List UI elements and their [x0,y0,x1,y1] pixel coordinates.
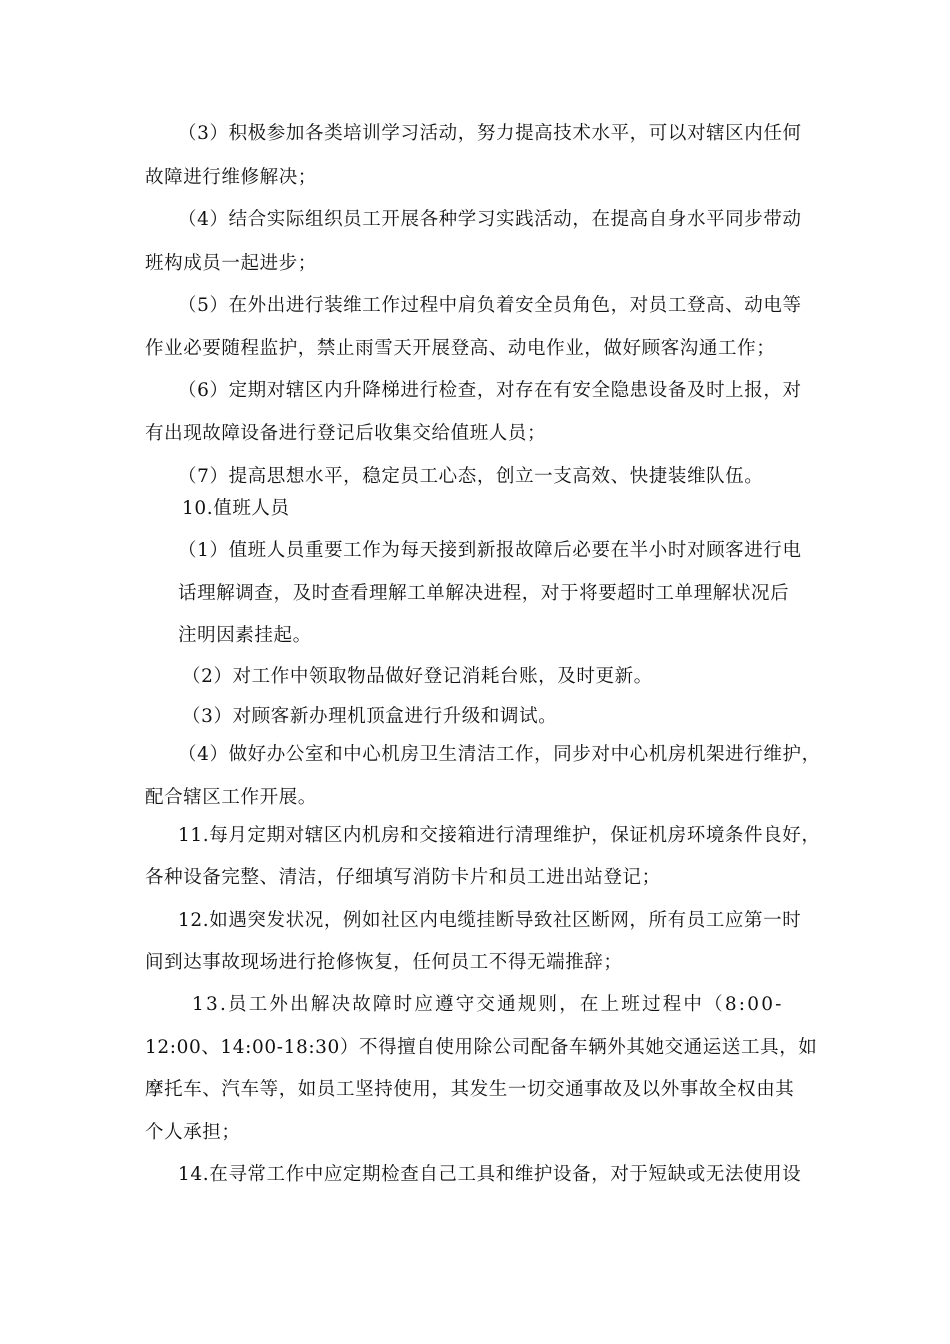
text-line: 13.员工外出解决故障时应遵守交通规则，在上班过程中（8:00- [192,994,784,1015]
text-line: 有出现故障设备进行登记后收集交给值班人员； [145,423,547,444]
text-line: 摩托车、汽车等，如员工坚持使用，其发生一切交通事故及以外事故全权由其 [145,1079,795,1100]
text-line: 12.如遇突发状况，例如社区内电缆挂断导致社区断网，所有员工应第一时 [178,910,802,931]
text-line: 12:00、14:00-18:30）不得擅自使用除公司配备车辆外其她交通运送工具，如 [145,1037,818,1058]
text-line: （1）值班人员重要工作为每天接到新报故障后必要在半小时对顾客进行电 [178,540,802,561]
text-line: 间到达事故现场进行抢修恢复，任何员工不得无端推辞； [145,952,623,973]
text-line: （2）对工作中领取物品做好登记消耗台账，及时更新。 [182,666,653,687]
text-line: 作业必要随程监护，禁止雨雪天开展登高、动电作业，做好顾客沟通工作； [145,338,776,359]
text-line: （4）做好办公室和中心机房卫生清洁工作，同步对中心机房机架进行维护， [178,744,821,765]
text-line: （4）结合实际组织员工开展各种学习实践活动，在提高自身水平同步带动 [178,209,802,230]
text-line: （3）积极参加各类培训学习活动，努力提高技术水平，可以对辖区内任何 [178,123,802,144]
text-line: （5）在外出进行装维工作过程中肩负着安全员角色，对员工登高、动电等 [178,295,802,316]
text-line: 话理解调查，及时查看理解工单解决进程，对于将要超时工单理解状况后 [178,583,790,604]
text-line: 故障进行维修解决； [145,167,317,188]
text-line: （7）提高思想水平，稳定员工心态，创立一支高效、快捷装维队伍。 [178,466,764,487]
text-line: 14.在寻常工作中应定期检查自己工具和维护设备，对于短缺或无法使用设 [178,1164,802,1185]
text-line: 注明因素挂起。 [178,625,312,646]
text-line: （3）对顾客新办理机顶盒进行升级和调试。 [182,706,558,727]
text-line: 11.每月定期对辖区内机房和交接箱进行清理维护，保证机房环境条件良好， [178,825,821,846]
text-line: （6）定期对辖区内升降梯进行检查，对存在有安全隐患设备及时上报，对 [178,380,802,401]
text-line: 班构成员一起进步； [145,253,317,274]
text-line: 个人承担； [145,1122,241,1143]
text-line: 配合辖区工作开展。 [145,787,317,808]
section-heading: 10.值班人员 [182,498,290,519]
text-line: 各种设备完整、清洁，仔细填写消防卡片和员工进出站登记； [145,867,661,888]
